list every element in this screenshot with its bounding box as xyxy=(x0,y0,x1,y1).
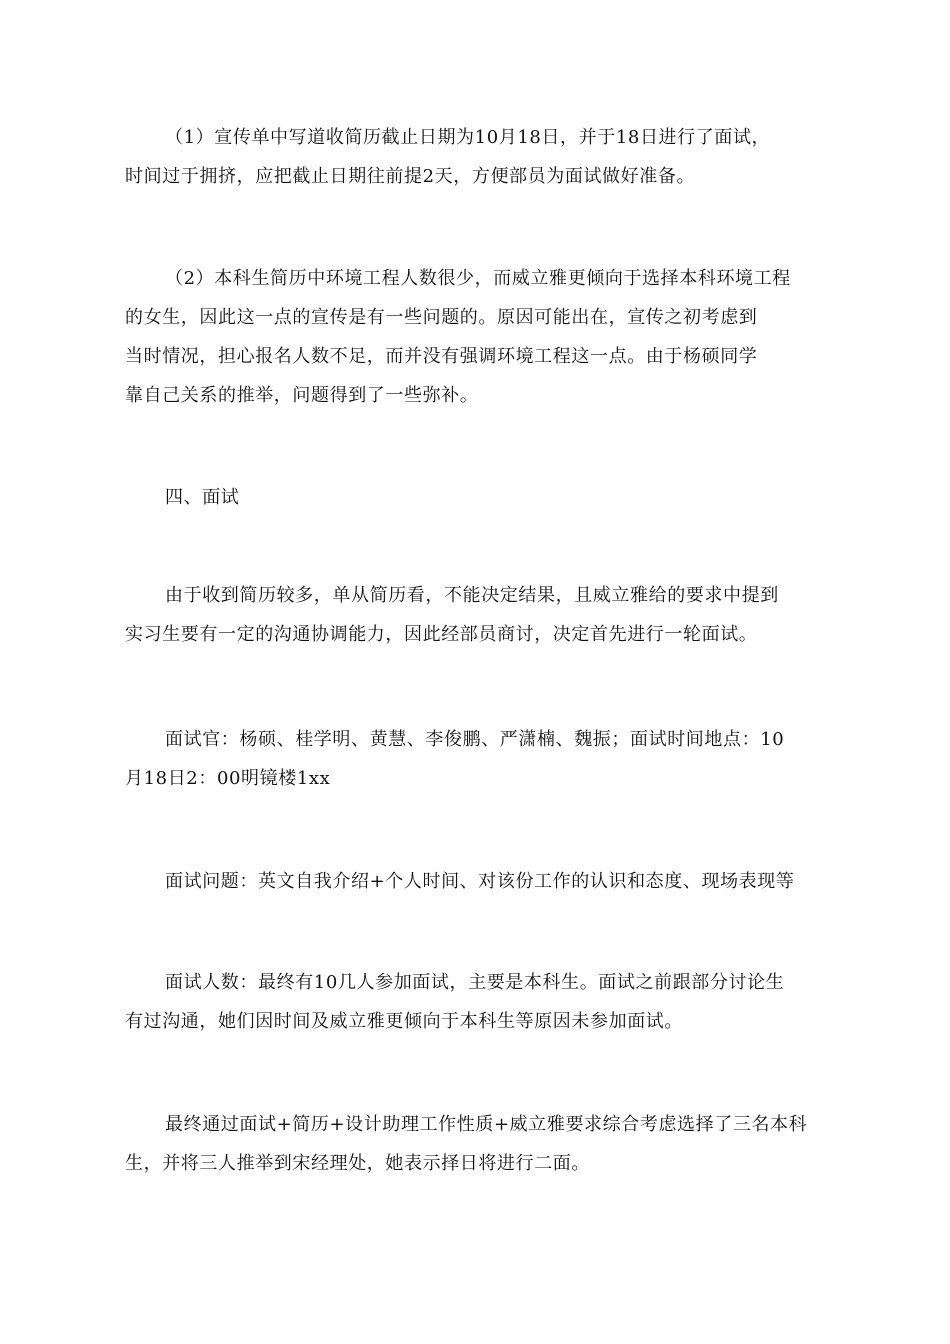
text-line: 月18日2：00明镜楼1xx xyxy=(125,768,331,789)
paragraph-deadline-issue xyxy=(125,118,810,196)
text-line: （1）宣传单中写道收简历截止日期为10月18日，并于18日进行了面试， xyxy=(165,127,771,148)
paragraph-interview-reason xyxy=(125,576,810,654)
text-line: 当时情况，担心报名人数不足，而并没有强调环境工程这一点。由于杨硕同学 xyxy=(125,346,758,367)
paragraph-interview-count xyxy=(125,963,810,1041)
section-heading-interview xyxy=(145,478,810,517)
text-line: 的女生，因此这一点的宣传是有一些问题的。原因可能出在，宣传之初考虑到 xyxy=(125,307,758,328)
text-line: （2）本科生简历中环境工程人数很少，而威立雅更倾向于选择本科环境工程 xyxy=(165,268,791,289)
text-line: 最终通过面试+简历+设计助理工作性质+威立雅要求综合考虑选择了三名本科 xyxy=(165,1114,808,1135)
paragraph-interview-questions xyxy=(145,862,810,901)
text-line: 实习生要有一定的沟通协调能力，因此经部员商讨，决定首先进行一轮面试。 xyxy=(125,624,758,645)
text-line: 面试官：杨硕、桂学明、黄慧、李俊鹏、严潇楠、魏振；面试时间地点：10 xyxy=(165,729,785,750)
text-line: 由于收到简历较多，单从简历看，不能决定结果，且威立雅给的要求中提到 xyxy=(165,585,779,606)
text-line: 靠自己关系的推举，问题得到了一些弥补。 xyxy=(125,385,479,406)
text-line: 有过沟通，她们因时间及威立雅更倾向于本科生等原因未参加面试。 xyxy=(125,1011,683,1032)
text-line: 面试人数：最终有10几人参加面试，主要是本科生。面试之前跟部分讨论生 xyxy=(165,972,785,993)
paragraph-interviewers xyxy=(125,720,810,798)
paragraph-final-selection xyxy=(125,1105,810,1183)
paragraph-environmental-engineering-issue xyxy=(125,259,810,415)
heading-text: 四、面试 xyxy=(165,487,240,508)
text-line: 生，并将三人推举到宋经理处，她表示择日将进行二面。 xyxy=(125,1153,590,1174)
text-line: 面试问题：英文自我介绍+个人时间、对该份工作的认识和态度、现场表现等 xyxy=(165,871,795,892)
text-line: 时间过于拥挤，应把截止日期往前提2天，方便部员为面试做好准备。 xyxy=(125,166,696,187)
